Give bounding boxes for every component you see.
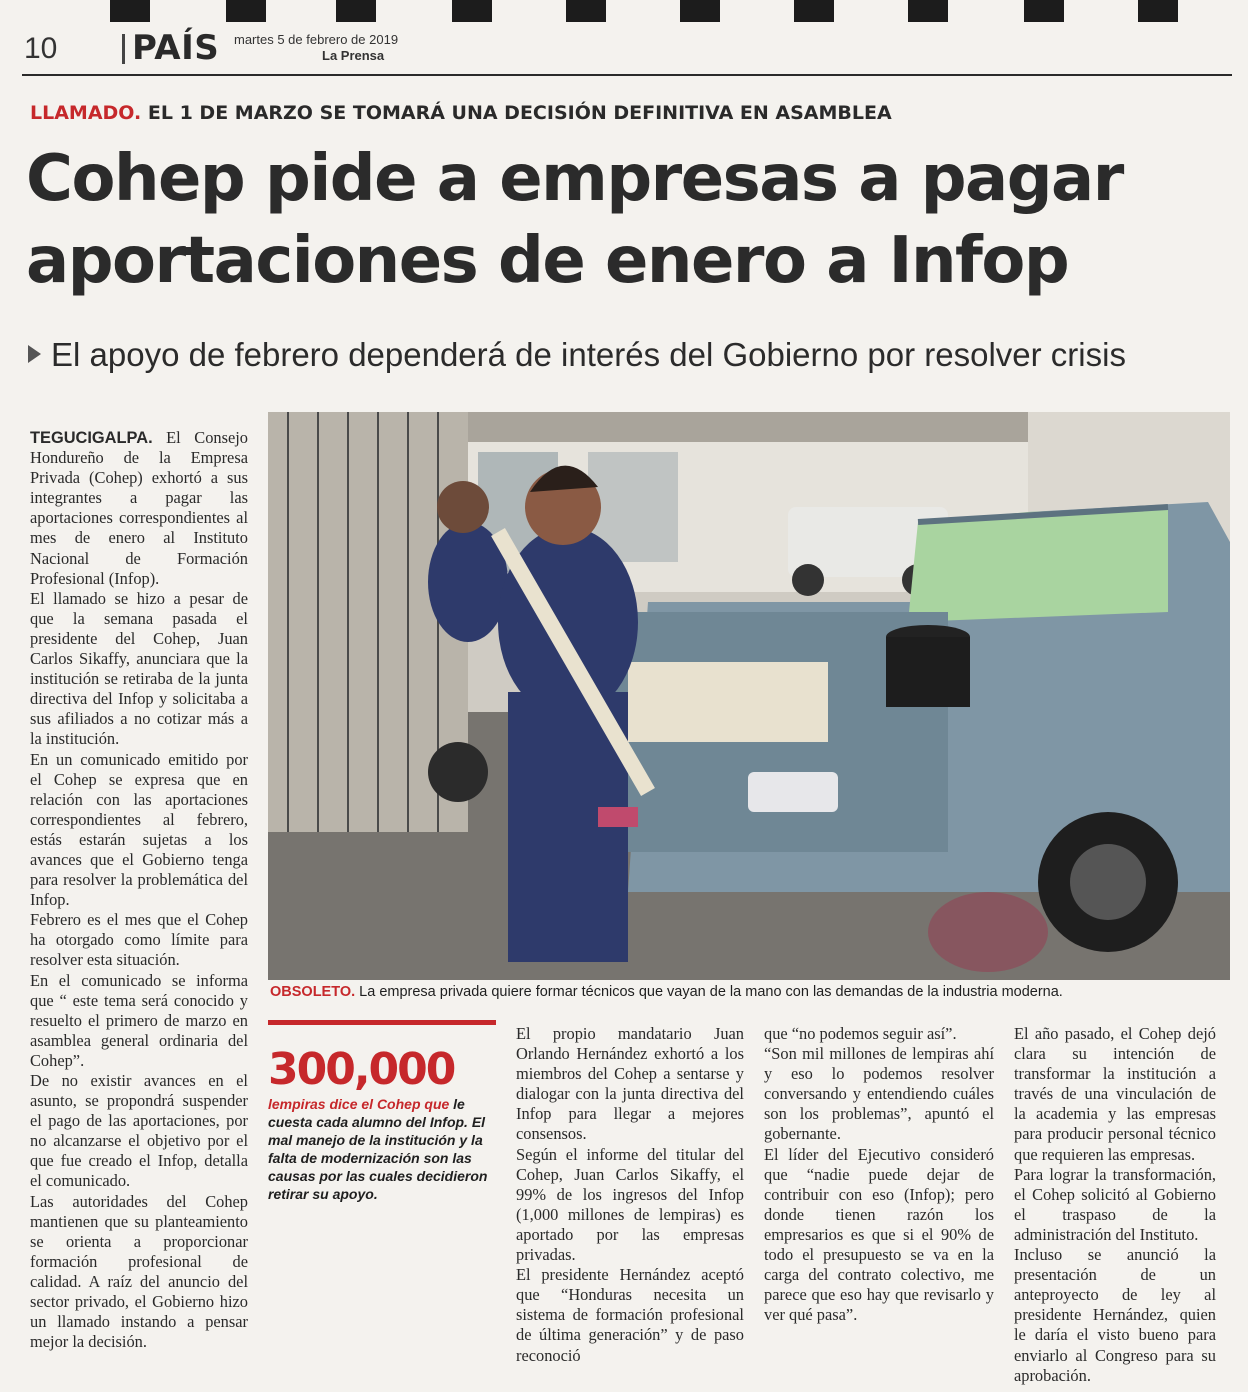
page-header [22, 28, 1232, 76]
paragraph: que “no podemos seguir así”. [764, 1024, 957, 1043]
paragraph: En un comunicado emitido por el Cohep se expresa que en relación con las aportaciones correspondientes al febrero, estás estarán sujetas a los avances que el Gobierno tenga para resolver la problemática del Infop. [30, 749, 248, 910]
headline-line-2: aportaciones de enero a Infop [26, 224, 1069, 298]
article-photo [268, 412, 1230, 980]
headline-line-1: Cohep pide a empresas a pagar [26, 142, 1123, 216]
play-triangle-icon [28, 345, 41, 363]
paragraph: De no existir avances en el asunto, se propondrá suspender el pago de las aportaciones, por no alcanzarse el objetivo por el que fue creado el Infop, detalla el comunicado. [30, 1071, 248, 1191]
paragraph: El líder del Ejecutivo consideró que “nadie puede dejar de contribuir con eso (Infop); pero donde tienen razón los empresarios es que si el 90% de todo el presupuesto se va en la carga del contrato colectivo, me parece que eso hay que revisarlo y ver qué pasa”. [764, 1144, 994, 1325]
highlight-box [268, 1020, 496, 1203]
top-edge-marks [0, 0, 1248, 22]
paragraph: El llamado se hizo a pesar de que la semana pasada el presidente del Cohep, Juan Carlos Sikaffy, anunciara que la institución se retiraba de la junta directiva del Infop y solicitaba a sus afiliados a no cotizar más a la institución. [30, 588, 248, 749]
highlight-bar [268, 1020, 496, 1025]
paragraph: “Son mil millones de lempiras ahí y eso lo podemos resolver conversando y entendiendo cuáles son los problemas”, apuntó el gobernante. [764, 1044, 994, 1144]
kicker-tag: LLAMADO. [30, 102, 142, 124]
subheadline-text: El apoyo de febrero dependerá de interés del Gobierno por resolver crisis [51, 336, 1126, 373]
highlight-text-red: lempiras dice el Cohep que [268, 1096, 450, 1112]
caption-tag: OBSOLETO. [270, 984, 356, 1000]
paragraph: Febrero es el mes que el Cohep ha otorgado como límite para resolver esta situación. [30, 910, 248, 970]
subheadline [28, 336, 1126, 374]
kicker [30, 102, 892, 124]
paragraph: El propio mandatario Juan Orlando Hernández exhortó a los miembros del Cohep a sentarse y dialogar con la junta directiva del Infop para llegar a mejores consensos. [516, 1024, 744, 1144]
article-column-1 [30, 428, 248, 1352]
caption-text: La empresa privada quiere formar técnicos que vayan de la mano con las demandas de la industria moderna. [359, 984, 1063, 1000]
page-number: 10 [24, 32, 58, 65]
article-column-4 [764, 1024, 994, 1325]
headline [26, 138, 1226, 302]
paragraph: El año pasado, el Cohep dejó clara su intención de transformar la institución a través de una vinculación de la academia y las empresas para producir personal técnico que requieren las empresas. [1014, 1024, 1216, 1164]
paragraph: Según el informe del titular del Cohep, Juan Carlos Sikaffy, el 99% de los ingresos del Infop (1,000 millones de lempiras) es aportado por las empresas privadas. [516, 1144, 744, 1265]
paragraph: En el comunicado se informa que “ este tema será conocido y resuelto el primero de marzo en asamblea general ordinaria del Cohep”. [30, 970, 248, 1070]
newspaper-name: La Prensa [322, 48, 385, 63]
issue-date: martes 5 de febrero de 2019 [234, 32, 399, 47]
article-column-5 [1014, 1024, 1216, 1386]
highlight-text [268, 1095, 496, 1203]
header-divider [122, 34, 125, 64]
paragraph: Para lograr la transformación, el Cohep solicitó al Gobierno el traspaso de la administración del Instituto. [1014, 1164, 1216, 1244]
highlight-number: 300,000 [268, 1044, 455, 1095]
paragraph: Las autoridades del Cohep mantienen que su planteamiento se orienta a proporcionar formación profesional de calidad. A raíz del anuncio del sector privado, el Gobierno hizo un llamado instando a pensar mejor la decisión. [30, 1191, 248, 1352]
section-name: PAÍS [132, 28, 220, 68]
workshop-photo-illustration [268, 412, 1230, 980]
paragraph: Incluso se anunció la presentación de un anteproyecto de ley al presidente Hernández, quien le daría el visto bueno para enviarlo al Congreso para su aprobación. [1014, 1245, 1216, 1385]
paragraph: El Consejo Hondureño de la Empresa Privada (Cohep) exhortó a sus integrantes a pagar las aportaciones correspondientes al mes de enero al Instituto Nacional de Formación Profesional (Infop). [30, 428, 248, 588]
photo-caption [270, 984, 1230, 1000]
kicker-text: EL 1 DE MARZO SE TOMARÁ UNA DECISIÓN DEFINITIVA EN ASAMBLEA [147, 102, 892, 124]
article-column-3 [516, 1024, 744, 1366]
paragraph: El presidente Hernández aceptó que “Honduras necesita un sistema de formación profesional de última generación” y de paso reconoció [516, 1265, 744, 1365]
highlight-text-black: le cuesta cada alumno del Infop. El mal manejo de la institución y la falta de modernización son las causas por las cuales decidieron retirar su apoyo. [268, 1096, 488, 1202]
dateline: TEGUCIGALPA. [30, 429, 153, 447]
